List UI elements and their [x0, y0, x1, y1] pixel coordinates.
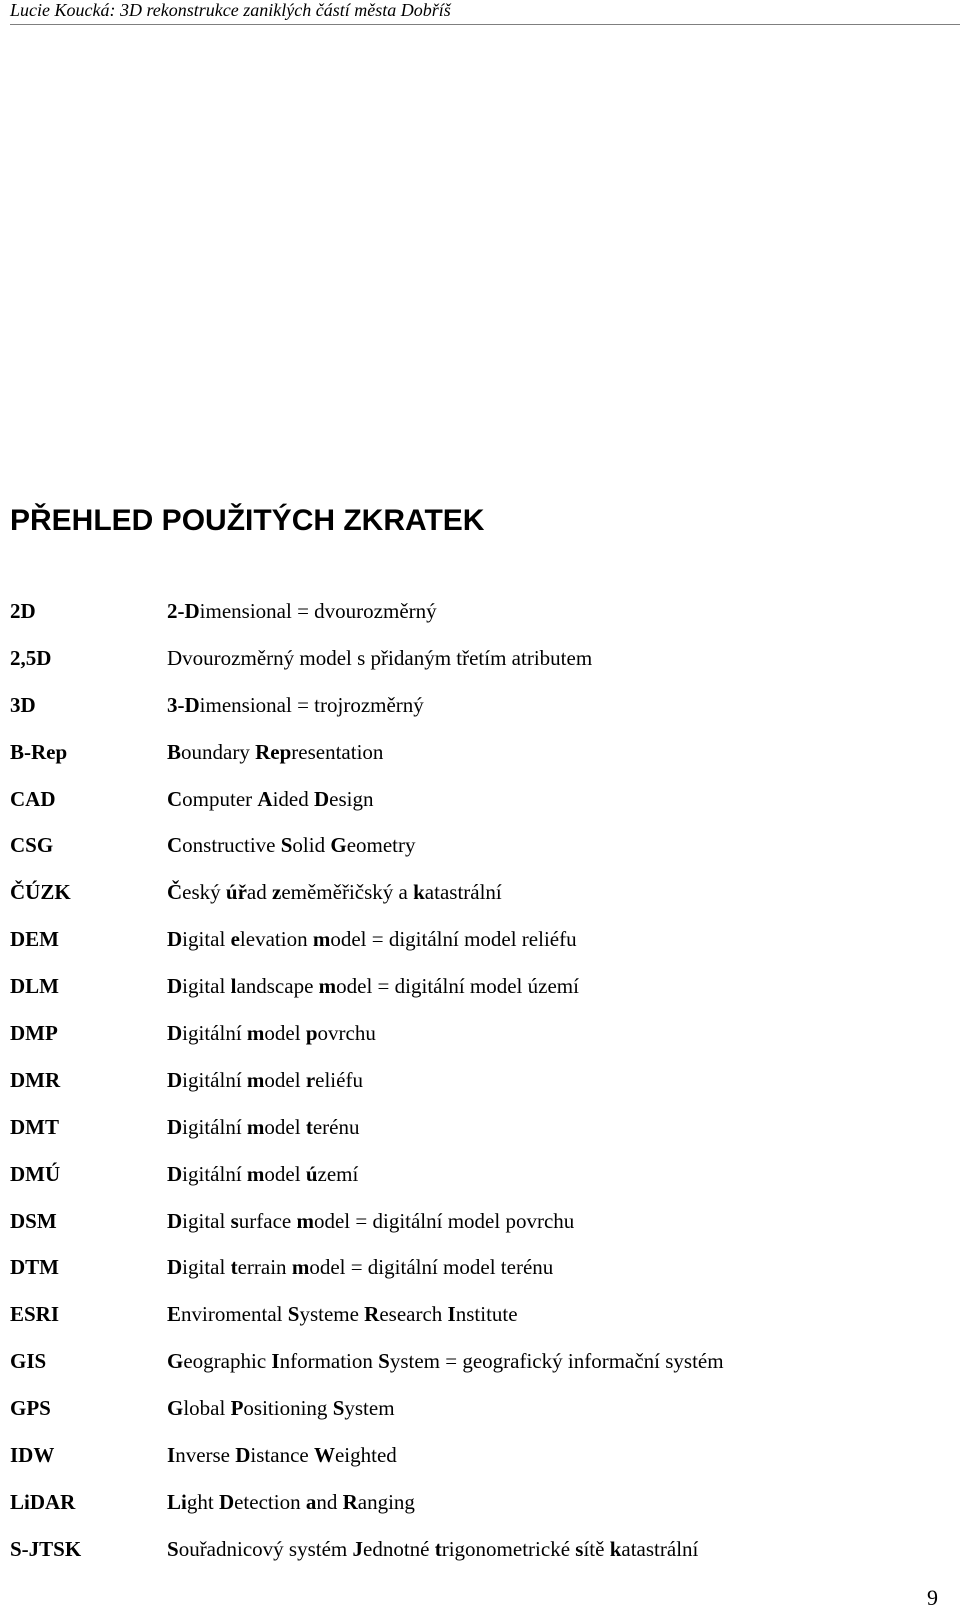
- meaning-text: odel = digitální model terénu: [309, 1255, 554, 1280]
- meaning-text: ositioning: [243, 1396, 333, 1421]
- meaning-highlight: J: [352, 1536, 363, 1561]
- meaning-text: urface: [238, 1208, 297, 1233]
- meaning-highlight: 3-D: [167, 692, 200, 717]
- meaning-highlight: C: [167, 786, 183, 811]
- meaning-text: rigonometrické: [441, 1536, 576, 1561]
- abbreviation-row: [10, 1536, 950, 1583]
- abbreviation-meaning: [167, 786, 950, 812]
- meaning-text: nformation: [279, 1349, 379, 1374]
- meaning-highlight: G: [167, 1396, 184, 1421]
- meaning-highlight: m: [291, 1255, 310, 1280]
- meaning-text: esearch: [379, 1302, 448, 1327]
- meaning-text: ided: [272, 786, 314, 811]
- meaning-highlight: S: [280, 833, 293, 858]
- abbreviation-row: [10, 1020, 950, 1067]
- abbreviation-code: 2D: [10, 599, 36, 623]
- meaning-highlight: G: [330, 833, 347, 858]
- meaning-highlight: R: [364, 1302, 380, 1327]
- meaning-text: igital: [182, 1255, 231, 1280]
- meaning-text: ystem: [344, 1396, 395, 1421]
- meaning-highlight: B: [167, 739, 182, 764]
- abbreviation-row: [10, 832, 950, 879]
- meaning-highlight: A: [257, 786, 273, 811]
- meaning-text: odel: [264, 1021, 306, 1046]
- page-number: 9: [927, 1585, 938, 1610]
- meaning-highlight: D: [313, 786, 330, 811]
- abbreviation-row: [10, 1395, 950, 1442]
- abbreviation-code: DSM: [10, 1208, 57, 1233]
- abbreviation-row: [10, 739, 950, 786]
- meaning-highlight: Li: [167, 1489, 187, 1514]
- meaning-text: ght: [186, 1489, 219, 1514]
- meaning-text: anging: [357, 1489, 415, 1514]
- meaning-text: igitální: [182, 1021, 247, 1046]
- abbreviation-row: [10, 1489, 950, 1536]
- meaning-highlight: S: [332, 1396, 345, 1421]
- abbreviation-meaning: [167, 1114, 950, 1140]
- abbreviation-row: [10, 1161, 950, 1208]
- meaning-text: eský: [182, 880, 226, 905]
- meaning-text: odel: [264, 1067, 306, 1092]
- meaning-highlight: r: [305, 1067, 316, 1092]
- abbreviation-code: ESRI: [10, 1302, 60, 1327]
- abbreviation-meaning: [167, 1254, 950, 1280]
- abbreviation-code: IDW: [10, 1443, 55, 1468]
- abbreviation-row: [10, 692, 950, 739]
- meaning-highlight: s: [575, 1536, 584, 1561]
- abbreviation-meaning: [167, 1020, 950, 1046]
- meaning-highlight: z: [272, 880, 282, 905]
- abbreviation-meaning: [167, 926, 950, 952]
- meaning-text: errain: [237, 1255, 292, 1280]
- abbreviation-code: CAD: [10, 786, 56, 811]
- meaning-highlight: m: [312, 927, 331, 952]
- meaning-highlight: I: [271, 1349, 280, 1374]
- meaning-highlight: P: [230, 1396, 244, 1421]
- meaning-text: imensional = trojrozměrný: [199, 692, 424, 717]
- abbreviation-row: [10, 1442, 950, 1489]
- abbreviation-row: [10, 973, 950, 1020]
- meaning-highlight: R: [342, 1489, 358, 1514]
- meaning-highlight: s: [230, 1208, 239, 1233]
- meaning-highlight: C: [167, 833, 183, 858]
- meaning-highlight: D: [167, 1114, 183, 1139]
- meaning-highlight: m: [246, 1067, 265, 1092]
- meaning-text: Dvourozměrný model s přidaným třetím atributem: [167, 645, 593, 670]
- meaning-highlight: Č: [167, 880, 183, 905]
- meaning-highlight: S: [167, 1536, 179, 1561]
- abbreviation-row: [10, 645, 950, 692]
- meaning-highlight: D: [167, 1021, 183, 1046]
- meaning-text: omputer: [182, 786, 258, 811]
- meaning-text: atastrální: [621, 1536, 699, 1561]
- meaning-text: eliéfu: [315, 1067, 363, 1092]
- meaning-text: esign: [329, 786, 374, 811]
- meaning-highlight: 2-D: [167, 599, 200, 623]
- meaning-highlight: D: [167, 927, 183, 952]
- meaning-highlight: S: [287, 1302, 300, 1327]
- meaning-highlight: I: [447, 1302, 456, 1327]
- meaning-text: igitální: [182, 1114, 247, 1139]
- meaning-text: igitální: [182, 1067, 247, 1092]
- meaning-text: atastrální: [424, 880, 502, 905]
- meaning-text: zemí: [317, 1161, 359, 1186]
- abbreviation-row: [10, 1254, 950, 1301]
- meaning-text: igitální: [182, 1161, 247, 1186]
- meaning-highlight: I: [167, 1443, 176, 1468]
- meaning-highlight: ú: [305, 1161, 318, 1186]
- abbreviation-list: [10, 598, 950, 1583]
- abbreviation-code: DMR: [10, 1067, 61, 1092]
- meaning-highlight: t: [230, 1255, 238, 1280]
- meaning-highlight: k: [413, 880, 425, 905]
- meaning-text: eographic: [183, 1349, 272, 1374]
- meaning-highlight: l: [230, 974, 237, 999]
- meaning-highlight: t: [434, 1536, 442, 1561]
- abbreviation-meaning: [167, 598, 950, 624]
- running-header: Lucie Koucká: 3D rekonstrukce zaniklých částí města Dobříš: [10, 0, 960, 25]
- meaning-text: igital: [182, 1208, 231, 1233]
- abbreviation-row: [10, 1208, 950, 1255]
- abbreviation-code: DMP: [10, 1021, 58, 1046]
- meaning-text: ouřadnicový systém: [178, 1536, 353, 1561]
- abbreviation-code: ČÚZK: [10, 880, 71, 905]
- abbreviation-meaning: [167, 973, 950, 999]
- meaning-text: ysteme: [299, 1302, 365, 1327]
- abbreviation-meaning: [167, 879, 950, 905]
- abbreviation-code: B-Rep: [10, 739, 68, 764]
- abbreviation-row: [10, 598, 950, 645]
- abbreviation-row: [10, 879, 950, 926]
- meaning-text: eměměřičský a: [281, 880, 414, 905]
- meaning-text: oundary: [181, 739, 256, 764]
- abbreviation-meaning: [167, 1208, 950, 1234]
- meaning-highlight: Rep: [255, 739, 292, 764]
- abbreviation-code: LiDAR: [10, 1489, 76, 1514]
- meaning-highlight: D: [167, 974, 183, 999]
- abbreviation-meaning: [167, 1348, 950, 1374]
- meaning-text: imensional = dvourozměrný: [199, 599, 437, 623]
- abbreviation-code: DEM: [10, 927, 59, 952]
- abbreviation-code: DLM: [10, 974, 59, 999]
- abbreviation-code: DMÚ: [10, 1161, 61, 1186]
- meaning-highlight: k: [609, 1536, 622, 1561]
- meaning-highlight: G: [167, 1349, 184, 1374]
- meaning-text: istance: [250, 1443, 314, 1468]
- abbreviation-meaning: [167, 1161, 950, 1187]
- meaning-highlight: m: [246, 1161, 265, 1186]
- abbreviation-meaning: [167, 832, 950, 858]
- meaning-highlight: úř: [225, 880, 247, 905]
- abbreviation-row: [10, 1067, 950, 1114]
- meaning-highlight: D: [167, 1161, 183, 1186]
- meaning-text: ystem = geografický informační systém: [389, 1349, 724, 1374]
- abbreviation-code: DTM: [10, 1255, 59, 1280]
- meaning-text: ovrchu: [317, 1021, 376, 1046]
- abbreviation-meaning: [167, 1489, 950, 1515]
- meaning-highlight: D: [167, 1255, 183, 1280]
- abbreviation-code: GIS: [10, 1349, 47, 1374]
- abbreviation-row: [10, 1348, 950, 1395]
- meaning-highlight: t: [305, 1114, 313, 1139]
- abbreviation-meaning: [167, 739, 950, 765]
- abbreviation-code: S-JTSK: [10, 1536, 82, 1561]
- meaning-highlight: m: [318, 974, 337, 999]
- meaning-highlight: S: [378, 1349, 390, 1374]
- abbreviation-meaning: [167, 645, 950, 671]
- meaning-text: odel = digitální model povrchu: [313, 1208, 575, 1233]
- meaning-text: nstitute: [455, 1302, 518, 1327]
- meaning-text: eometry: [346, 833, 416, 858]
- abbreviation-row: [10, 1114, 950, 1161]
- meaning-highlight: D: [218, 1489, 235, 1514]
- abbreviation-meaning: [167, 1395, 950, 1421]
- meaning-highlight: W: [313, 1443, 335, 1468]
- meaning-text: ítě: [583, 1536, 610, 1561]
- meaning-text: igital: [182, 974, 231, 999]
- meaning-text: olid: [292, 833, 331, 858]
- meaning-text: levation: [239, 927, 313, 952]
- meaning-text: nd: [316, 1489, 343, 1514]
- meaning-text: ednotné: [363, 1536, 435, 1561]
- meaning-text: odel: [264, 1114, 306, 1139]
- abbreviation-meaning: [167, 1067, 950, 1093]
- abbreviation-code: 3D: [10, 692, 36, 717]
- meaning-text: ad: [246, 880, 272, 905]
- abbreviation-meaning: [167, 1536, 950, 1562]
- meaning-highlight: a: [305, 1489, 317, 1514]
- meaning-text: onstructive: [182, 833, 281, 858]
- abbreviation-row: [10, 926, 950, 973]
- meaning-text: odel: [264, 1161, 306, 1186]
- meaning-text: erénu: [312, 1114, 360, 1139]
- meaning-highlight: D: [167, 1208, 183, 1233]
- meaning-text: andscape: [236, 974, 319, 999]
- meaning-highlight: p: [305, 1021, 318, 1046]
- meaning-text: nviromental: [181, 1302, 288, 1327]
- abbreviation-row: [10, 786, 950, 833]
- meaning-highlight: m: [246, 1021, 265, 1046]
- meaning-text: etection: [234, 1489, 306, 1514]
- meaning-text: resentation: [291, 739, 384, 764]
- meaning-text: odel = digitální model reliéfu: [330, 927, 577, 952]
- abbreviation-code: GPS: [10, 1396, 51, 1421]
- meaning-text: eighted: [334, 1443, 397, 1468]
- abbreviation-meaning: [167, 1442, 950, 1468]
- abbreviation-meaning: [167, 692, 950, 718]
- meaning-text: lobal: [183, 1396, 231, 1421]
- abbreviation-meaning: [167, 1301, 950, 1327]
- meaning-highlight: m: [296, 1208, 314, 1233]
- abbreviation-code: 2,5D: [10, 645, 52, 670]
- abbreviation-code: CSG: [10, 833, 54, 858]
- meaning-text: odel = digitální model území: [336, 974, 579, 999]
- meaning-highlight: m: [246, 1114, 265, 1139]
- meaning-text: nverse: [175, 1443, 236, 1468]
- page-title: PŘEHLED POUŽITÝCH ZKRATEK: [10, 504, 485, 537]
- abbreviation-row: [10, 1301, 950, 1348]
- meaning-highlight: D: [235, 1443, 251, 1468]
- meaning-highlight: D: [167, 1067, 183, 1092]
- meaning-highlight: e: [230, 927, 240, 952]
- meaning-text: igital: [182, 927, 231, 952]
- meaning-highlight: E: [167, 1302, 182, 1327]
- abbreviation-code: DMT: [10, 1114, 59, 1139]
